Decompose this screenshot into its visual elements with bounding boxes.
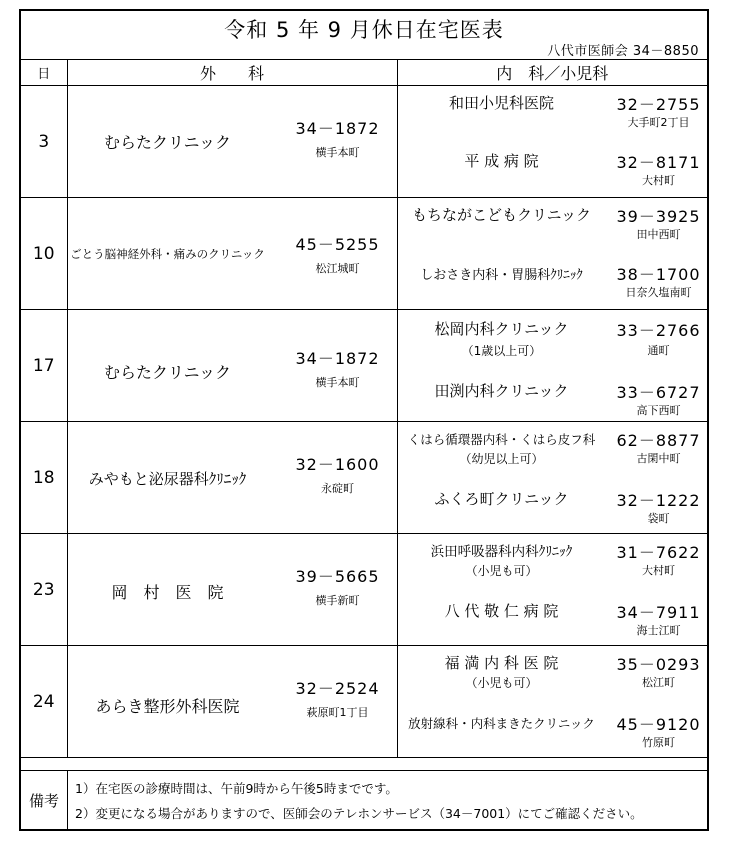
internal-clinic-name: くはら循環器内科・くはら皮フ科 <box>407 432 596 447</box>
surgery-cell <box>67 534 397 646</box>
page-title: 令和 5 年 9 月休日在宅医表 <box>224 18 504 42</box>
surgery-town: 萩原町1丁目 <box>306 706 369 719</box>
internal-clinic-name: 放射線科・内科まきたクリニック <box>408 716 595 731</box>
surgery-cell <box>67 646 397 758</box>
header-internal: 内 科／小児科 <box>397 59 707 86</box>
internal-clinic-name: 和田小児科医院 <box>448 94 554 112</box>
schedule-table <box>21 59 707 758</box>
surgery-clinic-name: みやもと泌尿器科ｸﾘﾆｯｸ <box>88 470 247 488</box>
internal-phone: 31－7622 <box>616 543 701 562</box>
internal-clinic-note: （1歳以上可） <box>461 344 542 358</box>
internal-town: 大手町2丁目 <box>627 116 690 129</box>
internal-phone: 33－6727 <box>616 383 701 402</box>
internal-clinic-name: 八 代 敬 仁 病 院 <box>444 602 559 620</box>
internal-cell <box>397 534 707 646</box>
surgery-cell <box>67 198 397 310</box>
surgery-phone: 32－1600 <box>295 455 380 474</box>
day-cell: 23 <box>21 534 67 646</box>
table-row <box>21 310 707 422</box>
table-row <box>21 646 707 758</box>
header-row <box>21 59 707 86</box>
surgery-phone: 34－1872 <box>295 349 380 368</box>
surgery-cell <box>67 310 397 422</box>
internal-town: 日奈久塩南町 <box>625 286 692 299</box>
remark-item: 2）変更になる場合がありますので、医師会のテレホンサービス（34－7001）にてご確認ください。 <box>75 806 643 821</box>
surgery-town: 横手本町 <box>315 376 360 389</box>
day-cell: 3 <box>21 86 67 198</box>
internal-town: 通町 <box>647 344 670 357</box>
internal-town: 田中西町 <box>636 228 681 241</box>
internal-phone: 35－0293 <box>616 655 701 674</box>
table-row <box>21 198 707 310</box>
surgery-clinic-name: むらたクリニック <box>103 133 232 152</box>
surgery-phone: 34－1872 <box>295 119 380 138</box>
internal-phone: 39－3925 <box>616 207 701 226</box>
internal-phone: 33－2766 <box>616 321 701 340</box>
internal-clinic-name: 松岡内科クリニック <box>434 320 569 338</box>
surgery-clinic-name: ごとう脳神経外科・痛みのクリニック <box>70 247 265 261</box>
title-block <box>21 11 707 60</box>
day-cell: 24 <box>21 646 67 758</box>
surgery-clinic-name: あらき整形外科医院 <box>95 697 240 716</box>
day-cell: 17 <box>21 310 67 422</box>
internal-phone: 32－2755 <box>616 95 701 114</box>
internal-cell <box>397 310 707 422</box>
internal-cell <box>397 422 707 534</box>
internal-cell <box>397 86 707 198</box>
surgery-phone: 39－5665 <box>295 567 380 586</box>
internal-town: 袋町 <box>647 512 670 525</box>
remarks-label: 備考 <box>21 771 68 829</box>
remark-item: 1）在宅医の診療時間は、午前9時から午後5時までです。 <box>75 781 398 796</box>
surgery-town: 横手本町 <box>315 146 360 159</box>
internal-clinic-name: しおさき内科・胃腸科ｸﾘﾆｯｸ <box>420 268 583 283</box>
internal-cell <box>397 646 707 758</box>
surgery-town: 松江城町 <box>315 262 360 275</box>
internal-cell <box>397 198 707 310</box>
holiday-doctor-schedule <box>19 9 709 831</box>
surgery-cell <box>67 86 397 198</box>
surgery-cell <box>67 422 397 534</box>
internal-phone: 38－1700 <box>616 265 701 284</box>
table-row <box>21 422 707 534</box>
surgery-town: 横手新町 <box>315 594 360 607</box>
header-surgery: 外 科 <box>67 59 397 86</box>
internal-clinic-name: 福 満 内 科 医 院 <box>444 654 559 672</box>
internal-phone: 32－1222 <box>616 491 701 510</box>
internal-phone: 62－8877 <box>616 431 701 450</box>
internal-phone: 45－9120 <box>616 715 701 734</box>
surgery-clinic-name: むらたクリニック <box>103 363 232 382</box>
surgery-town: 永碇町 <box>321 482 354 495</box>
table-row <box>21 86 707 198</box>
internal-clinic-name: 浜田呼吸器科内科ｸﾘﾆｯｸ <box>430 544 573 560</box>
internal-town: 大村町 <box>642 564 675 577</box>
internal-clinic-name: もちながこどもクリニック <box>411 206 592 224</box>
internal-town: 竹原町 <box>642 736 675 749</box>
day-cell: 18 <box>21 422 67 534</box>
internal-town: 古閑中町 <box>636 452 681 465</box>
table-row <box>21 534 707 646</box>
internal-clinic-name: 平 成 病 院 <box>464 152 539 170</box>
surgery-phone: 32－2524 <box>295 679 380 698</box>
header-day: 日 <box>21 59 67 86</box>
internal-town: 高下西町 <box>636 404 681 417</box>
internal-town: 松江町 <box>642 676 675 689</box>
internal-clinic-name: 田渕内科クリニック <box>434 382 569 400</box>
internal-town: 大村町 <box>642 174 675 187</box>
internal-phone: 34－7911 <box>616 603 701 622</box>
day-cell: 10 <box>21 198 67 310</box>
internal-clinic-note: （幼児以上可） <box>459 452 544 466</box>
internal-phone: 32－8171 <box>616 153 701 172</box>
surgery-clinic-name: 岡 村 医 院 <box>111 583 224 602</box>
internal-clinic-note: （小児も可） <box>465 564 538 578</box>
surgery-phone: 45－5255 <box>295 235 380 254</box>
internal-town: 海士江町 <box>636 624 681 637</box>
association-contact: 八代市医師会 34－8850 <box>547 44 699 59</box>
internal-clinic-name: ふくろ町クリニック <box>434 490 569 508</box>
remarks-section <box>21 770 707 829</box>
internal-clinic-note: （小児も可） <box>465 676 538 690</box>
